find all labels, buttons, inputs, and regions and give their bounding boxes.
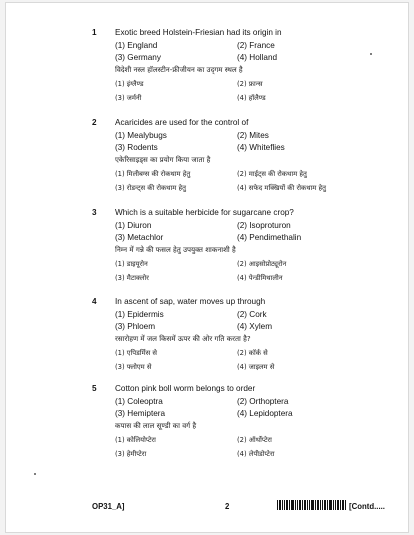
option-3: (3) Germany <box>115 53 161 62</box>
hindi-option-4: (4) पेन्डीमिथालीन <box>237 274 283 282</box>
option-4: (4) Whiteflies <box>237 143 285 152</box>
option-2: (2) Orthoptera <box>237 397 289 406</box>
question-number: 4 <box>92 297 97 306</box>
hindi-option-1: (1) एपिडर्मिस से <box>115 349 157 357</box>
question-text: Which is a suitable herbicide for sugarcane crop? <box>115 208 294 217</box>
option-3: (3) Phloem <box>115 322 156 331</box>
question-paper-page <box>6 3 408 532</box>
option-1: (1) England <box>115 41 158 50</box>
hindi-option-2: (2) आइसोप्रोट्यूरोन <box>237 260 287 268</box>
option-1: (1) Epidermis <box>115 310 164 319</box>
hindi-option-4: (4) हॉलैण्ड <box>237 94 266 102</box>
hindi-option-2: (2) फ्रान्स <box>237 80 263 88</box>
option-4: (4) Holland <box>237 53 278 62</box>
option-2: (2) Isoproturon <box>237 221 291 230</box>
question-hindi-text: कपास की लाल सूण्डी का वर्ग है <box>115 421 197 430</box>
hindi-option-1: (1) डाइयूरोन <box>115 260 148 268</box>
question-number: 2 <box>92 118 97 127</box>
option-2: (2) France <box>237 41 275 50</box>
hindi-option-3: (3) जर्मनी <box>115 94 142 102</box>
hindi-option-1: (1) मिलीबग्स की रोकथाम हेतु <box>115 170 191 178</box>
hindi-option-1: (1) इंग्लैण्ड <box>115 80 144 88</box>
option-4: (4) Xylem <box>237 322 273 331</box>
hindi-option-3: (3) रोडन्ट्स की रोकथाम हेतु <box>115 184 186 192</box>
scan-speck <box>34 473 36 475</box>
scan-speck <box>370 53 372 55</box>
question-number: 3 <box>92 208 97 217</box>
hindi-option-4: (4) जाइलम से <box>237 363 275 371</box>
option-1: (1) Mealybugs <box>115 131 167 140</box>
option-3: (3) Hemiptera <box>115 409 166 418</box>
question-hindi-text: विदेशी नस्ल हॉलस्टीन-फ्रीजीयन का उद्‌गम स्थल है <box>115 65 243 74</box>
hindi-option-3: (3) मैटाक्लोर <box>115 274 149 282</box>
option-4: (4) Lepidoptera <box>237 409 293 418</box>
hindi-option-2: (2) कॉर्क से <box>237 349 268 357</box>
question-text: Exotic breed Holstein-Friesian had its origin in <box>115 28 282 37</box>
question-text: In ascent of sap, water moves up through <box>115 297 266 306</box>
question-number: 1 <box>92 28 97 37</box>
continued-marker: [Contd..... <box>349 502 385 511</box>
question-number: 5 <box>92 384 97 393</box>
question-hindi-text: एकेरिसाइड्स का प्रयोग किया जाता है <box>115 155 211 164</box>
page-number: 2 <box>225 502 230 511</box>
hindi-option-2: (2) ऑर्थोप्टेरा <box>237 436 272 444</box>
question-text: Acaricides are used for the control of <box>115 118 249 127</box>
option-3: (3) Rodents <box>115 143 158 152</box>
hindi-option-2: (2) माईट्स की रोकथाम हेतु <box>237 170 307 178</box>
hindi-option-4: (4) लेपीडोप्टेरा <box>237 450 275 458</box>
question-hindi-text: निम्न में गन्ने की फसल हेतु उपयुक्त शाकनाशी है <box>115 245 236 254</box>
hindi-option-3: (3) फ्लोएम से <box>115 363 152 371</box>
paper-code: OP31_A] <box>92 502 125 511</box>
barcode-icon <box>277 500 347 510</box>
option-2: (2) Cork <box>237 310 267 319</box>
hindi-option-3: (3) हेमीप्टेरा <box>115 450 147 458</box>
option-1: (1) Diuron <box>115 221 152 230</box>
option-1: (1) Coleoptra <box>115 397 163 406</box>
option-4: (4) Pendimethalin <box>237 233 302 242</box>
hindi-option-1: (1) कोलियोप्टेरा <box>115 436 156 444</box>
hindi-option-4: (4) सफेद मक्खियों की रोकथाम हेतु <box>237 184 327 192</box>
question-text: Cotton pink boll worm belongs to order <box>115 384 256 393</box>
question-hindi-text: रसारोहण में जल किसमें ऊपर की ओर गति करता है? <box>115 334 251 343</box>
option-2: (2) Mites <box>237 131 269 140</box>
option-3: (3) Metachlor <box>115 233 164 242</box>
